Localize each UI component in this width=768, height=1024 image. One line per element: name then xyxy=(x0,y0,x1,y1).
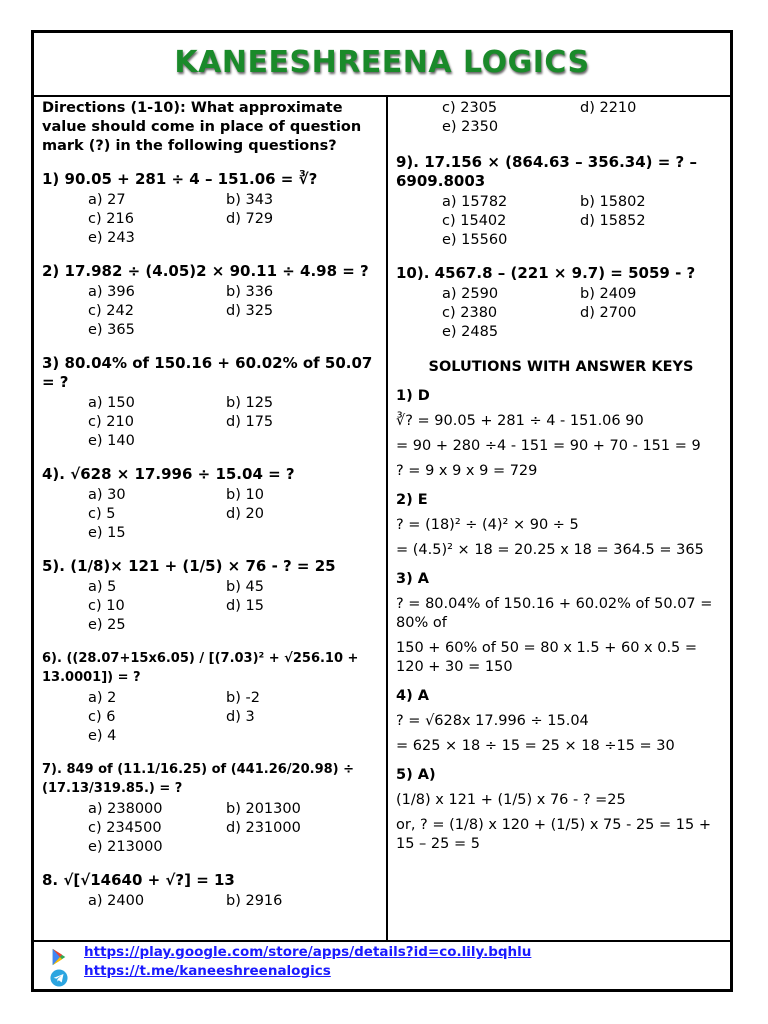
options xyxy=(88,689,380,746)
options xyxy=(88,578,380,635)
question-2 xyxy=(42,262,380,340)
question-1 xyxy=(42,170,380,248)
header xyxy=(34,33,730,97)
option-e: e) 243 xyxy=(88,230,135,246)
option-a: a) 396 xyxy=(88,284,135,300)
option-a: a) 238000 xyxy=(88,801,163,817)
option-e: e) 365 xyxy=(88,322,135,338)
options xyxy=(88,394,380,451)
solution-line: ? = 9 x 9 x 9 = 729 xyxy=(396,463,538,479)
option-e: e) 2350 xyxy=(442,119,499,135)
option-c: c) 234500 xyxy=(88,820,162,836)
option-d: d) 15 xyxy=(226,598,264,614)
answer-key: 1) D xyxy=(396,388,430,404)
option-d: d) 175 xyxy=(226,414,274,430)
option-d: d) 20 xyxy=(226,506,264,522)
option-b: b) 45 xyxy=(226,579,264,595)
question-6 xyxy=(42,649,380,746)
question-stem: 5). (1/8)× 121 + (1/5) × 76 - ? = 25 xyxy=(42,557,336,575)
options xyxy=(88,191,380,248)
left-column xyxy=(42,99,380,925)
option-b: b) 343 xyxy=(226,192,274,208)
option-b: b) 2916 xyxy=(226,893,283,909)
option-e: e) 15560 xyxy=(442,232,508,248)
option-c: c) 6 xyxy=(88,709,116,725)
answer-key: 3) A xyxy=(396,571,429,587)
question-stem: 10). 4567.8 – (221 × 9.7) = 5059 - ? xyxy=(396,264,696,282)
page-frame xyxy=(31,30,733,992)
telegram-icon xyxy=(50,969,68,987)
option-b: b) 125 xyxy=(226,395,274,411)
option-e: e) 25 xyxy=(88,617,126,633)
solution-3 xyxy=(396,570,726,677)
option-c: c) 216 xyxy=(88,211,134,227)
option-c: c) 210 xyxy=(88,414,134,430)
solution-line: = (4.5)² × 18 = 20.25 x 18 = 364.5 = 365 xyxy=(396,542,704,558)
option-e: e) 4 xyxy=(88,728,117,744)
question-8 xyxy=(42,871,380,911)
question-3 xyxy=(42,354,380,451)
option-c: c) 5 xyxy=(88,506,116,522)
solution-2 xyxy=(396,491,726,560)
question-8-continued xyxy=(396,99,726,137)
question-stem: 4). √628 × 17.996 ÷ 15.04 = ? xyxy=(42,465,295,483)
question-stem: 3) 80.04% of 150.16 + 60.02% of 50.07 = ? xyxy=(42,354,373,391)
option-a: a) 5 xyxy=(88,579,117,595)
content-area xyxy=(34,95,730,940)
answer-key: 5) A) xyxy=(396,767,436,783)
solution-line: ? = √628x 17.996 ÷ 15.04 xyxy=(396,713,589,729)
solution-line: or, ? = (1/8) x 120 + (1/5) x 75 - 25 = 15 + 15 – 25 = 5 xyxy=(396,817,711,852)
brand-title: KANEESHREENA LOGICS xyxy=(174,45,590,80)
option-d: d) 729 xyxy=(226,211,274,227)
solution-line: = 625 × 18 ÷ 15 = 25 × 18 ÷15 = 30 xyxy=(396,738,675,754)
question-stem: 1) 90.05 + 281 ÷ 4 – 151.06 = ∛? xyxy=(42,170,318,188)
option-e: e) 140 xyxy=(88,433,135,449)
question-10 xyxy=(396,264,726,342)
question-stem: 8. √[√14640 + √?] = 13 xyxy=(42,871,235,889)
option-c: c) 10 xyxy=(88,598,125,614)
option-b: b) 336 xyxy=(226,284,274,300)
option-d: d) 3 xyxy=(226,709,255,725)
option-a: a) 15782 xyxy=(442,194,508,210)
solutions-heading: SOLUTIONS WITH ANSWER KEYS xyxy=(428,359,694,375)
options xyxy=(88,283,380,340)
option-a: a) 2590 xyxy=(442,286,499,302)
solution-5 xyxy=(396,766,726,854)
solution-line: ∛? = 90.05 + 281 ÷ 4 - 151.06 90 xyxy=(396,413,644,429)
option-b: b) -2 xyxy=(226,690,260,706)
option-d: d) 15852 xyxy=(580,213,646,229)
option-c: c) 2305 xyxy=(442,100,498,116)
option-b: b) 2409 xyxy=(580,286,637,302)
option-d: d) 2210 xyxy=(580,100,637,116)
directions-text: Directions (1-10): What approximate value should come in place of question mark (?) in the following questions? xyxy=(42,100,362,154)
options xyxy=(442,285,726,342)
option-d: d) 2700 xyxy=(580,305,637,321)
solution-line: 150 + 60% of 50 = 80 x 1.5 + 60 x 0.5 = 120 + 30 = 150 xyxy=(396,640,698,675)
solution-line: (1/8) x 121 + (1/5) x 76 - ? =25 xyxy=(396,792,626,808)
question-stem: 7). 849 of (11.1/16.25) of (441.26/20.98) ÷ (17.13/319.85.) = ? xyxy=(42,762,355,796)
question-4 xyxy=(42,465,380,543)
solution-line: = 90 + 280 ÷4 - 151 = 90 + 70 - 151 = 9 xyxy=(396,438,701,454)
option-d: d) 325 xyxy=(226,303,274,319)
solution-line: ? = (18)² ÷ (4)² × 90 ÷ 5 xyxy=(396,517,579,533)
google-play-icon xyxy=(50,948,68,966)
question-stem: 2) 17.982 ÷ (4.05)2 × 90.11 ÷ 4.98 = ? xyxy=(42,262,369,280)
solution-4 xyxy=(396,687,726,756)
options xyxy=(88,486,380,543)
option-a: a) 150 xyxy=(88,395,135,411)
option-d: d) 231000 xyxy=(226,820,301,836)
options xyxy=(88,892,380,911)
option-b: b) 10 xyxy=(226,487,264,503)
solution-1 xyxy=(396,387,726,481)
column-divider xyxy=(386,95,388,940)
play-store-link[interactable]: https://play.google.com/store/apps/details?id=co.lily.bqhlu xyxy=(84,944,532,960)
option-a: a) 30 xyxy=(88,487,126,503)
option-a: a) 2 xyxy=(88,690,117,706)
footer xyxy=(34,940,730,991)
question-7 xyxy=(42,760,380,857)
right-column xyxy=(396,99,726,860)
option-a: a) 2400 xyxy=(88,893,145,909)
options xyxy=(442,99,726,137)
option-a: a) 27 xyxy=(88,192,126,208)
options xyxy=(442,193,726,250)
option-e: e) 15 xyxy=(88,525,126,541)
option-c: c) 242 xyxy=(88,303,134,319)
option-b: b) 201300 xyxy=(226,801,301,817)
option-b: b) 15802 xyxy=(580,194,646,210)
option-e: e) 213000 xyxy=(88,839,163,855)
question-5 xyxy=(42,557,380,635)
question-stem: 6). ((28.07+15x6.05) / [(7.03)² + √256.10 + 13.0001]) = ? xyxy=(42,651,359,685)
solution-line: ? = 80.04% of 150.16 + 60.02% of 50.07 = 80% of xyxy=(396,596,713,631)
question-stem: 9). 17.156 × (864.63 – 356.34) = ? – 6909.8003 xyxy=(396,153,697,190)
telegram-link[interactable]: https://t.me/kaneeshreenalogics xyxy=(84,963,331,979)
answer-key: 4) A xyxy=(396,688,429,704)
question-9 xyxy=(396,153,726,250)
answer-key: 2) E xyxy=(396,492,428,508)
option-e: e) 2485 xyxy=(442,324,499,340)
option-c: c) 2380 xyxy=(442,305,498,321)
options xyxy=(88,800,380,857)
option-c: c) 15402 xyxy=(442,213,507,229)
